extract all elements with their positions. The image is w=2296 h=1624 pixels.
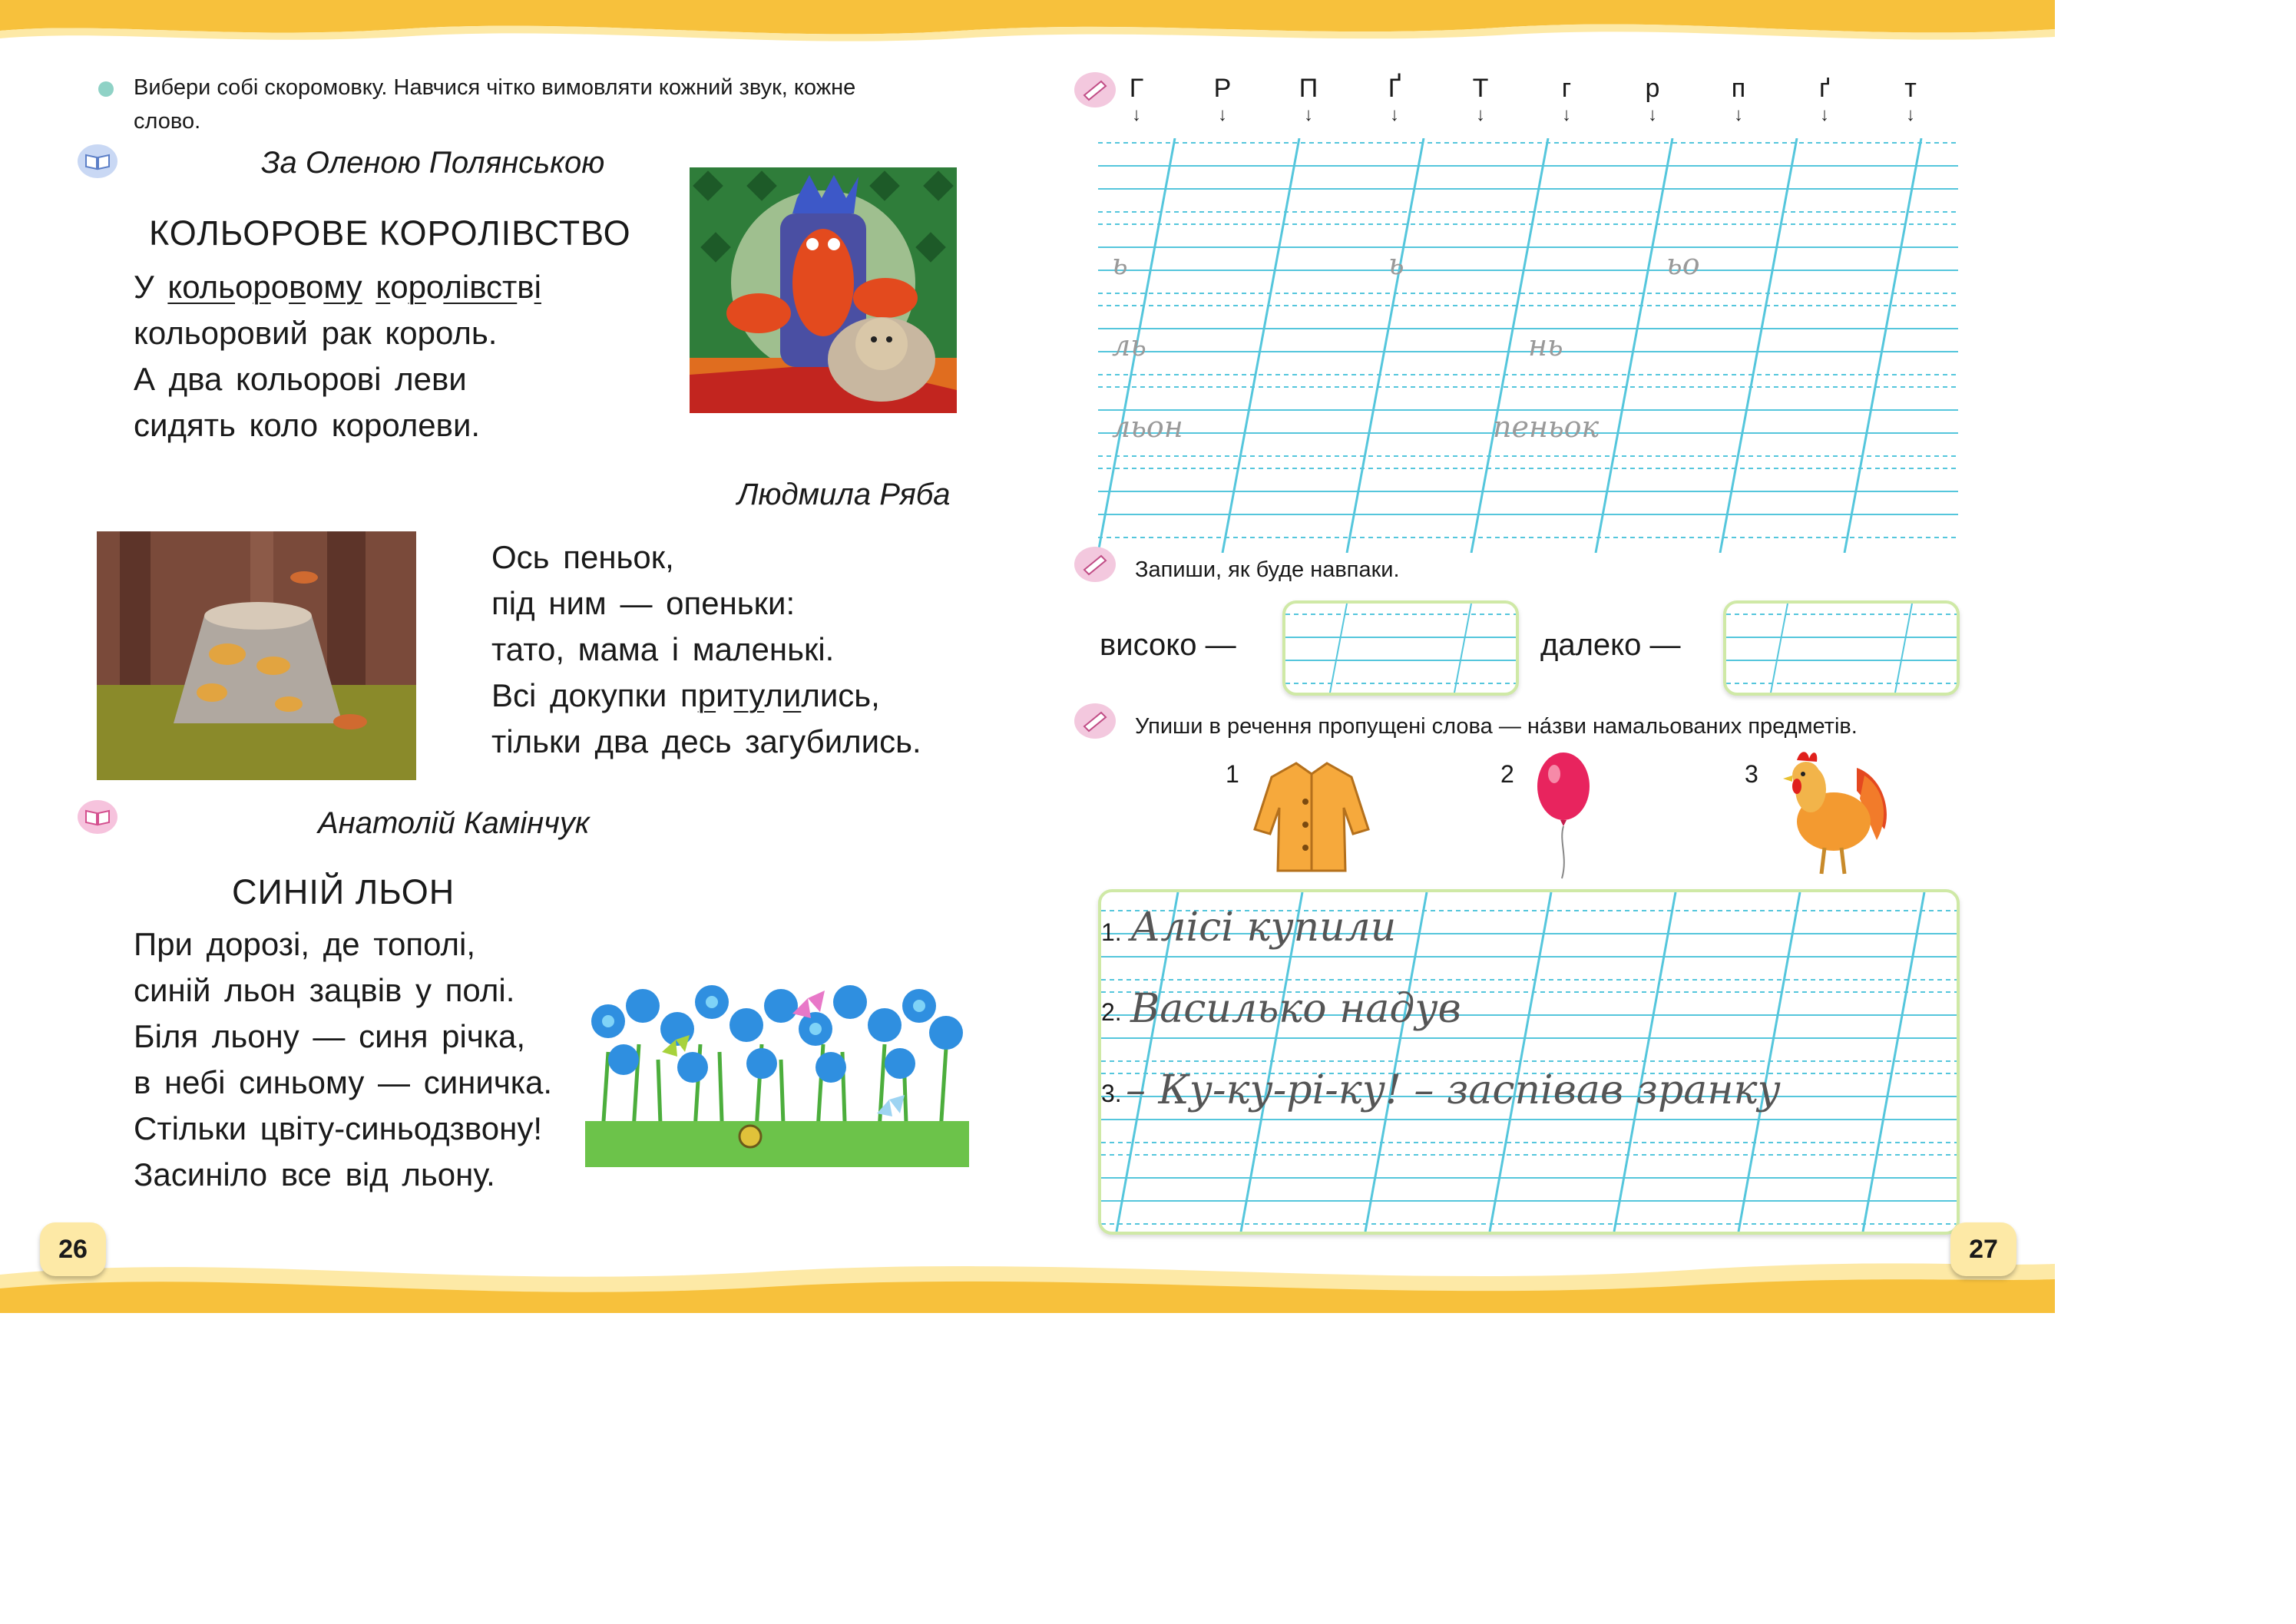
down-arrow-icon: ↓ xyxy=(1820,104,1829,125)
poem3-line: При дорозі, де тополі, xyxy=(134,926,476,962)
sentence-1: Алісі купили xyxy=(1130,905,1397,951)
poem3-line: Біля льону — синя річка, xyxy=(134,1018,526,1054)
writing-pencil-icon xyxy=(1074,71,1117,109)
picture-number: 1 xyxy=(1226,760,1239,788)
poem3-title: СИНІЙ ЛЬОН xyxy=(232,872,455,911)
trace-word: пеньок xyxy=(1493,410,1600,444)
sentence-2: Василько надув xyxy=(1130,986,1461,1032)
instruction-text: Вибери собі скоромовку. Навчися чітко вимовляти кожний звук, кожне слово. xyxy=(134,75,856,134)
trace-syllable: ьо xyxy=(1666,247,1700,281)
poem2-line2: під ним — опеньки: xyxy=(491,585,796,621)
rooster-icon xyxy=(1780,745,1892,881)
letter: Р xyxy=(1213,74,1232,103)
poem3-text xyxy=(134,921,552,1198)
task2-instruction: Запиши, як буде навпаки. xyxy=(1135,557,1400,582)
letters-row xyxy=(1121,74,1935,135)
reading-book-icon xyxy=(77,143,118,180)
letter: п xyxy=(1731,74,1746,103)
letter: г xyxy=(1561,74,1572,103)
poem3-line: Засиніло все від льону. xyxy=(134,1156,495,1192)
down-arrow-icon: ↓ xyxy=(1476,104,1485,125)
down-arrow-icon: ↓ xyxy=(1132,104,1141,125)
poem1-author: За Оленою Полянською xyxy=(261,146,605,180)
poem1-line4: сидять коло королеви. xyxy=(134,407,481,443)
answer-box-opposite-far[interactable] xyxy=(1723,600,1960,696)
trace-word: льон xyxy=(1112,410,1183,444)
word-far: далеко — xyxy=(1540,628,1681,662)
letter: р xyxy=(1645,74,1660,103)
trace-soft-sign: ь xyxy=(1388,247,1404,281)
down-arrow-icon: ↓ xyxy=(1218,104,1227,125)
blue-flax-field-illustration xyxy=(585,960,969,1167)
letter: Ґ xyxy=(1388,74,1401,103)
sentence-number: 1. xyxy=(1101,918,1122,946)
poem3-line: Стільки цвіту-синьодзвону! xyxy=(134,1110,542,1146)
crayfish-king-illustration xyxy=(690,167,957,413)
letter: Т xyxy=(1472,74,1489,103)
poem3-author: Анатолій Камінчук xyxy=(318,806,590,840)
poem3-line: синій льон зацвів у полі. xyxy=(134,972,515,1008)
poem3-line: в небі синьому — синичка. xyxy=(134,1064,553,1100)
sentence-number: 3. xyxy=(1101,1080,1122,1107)
poem2-text xyxy=(491,534,921,765)
poem2-line4: Всі докупки притулились, xyxy=(491,677,880,713)
sentence-3: – Ку-ку-рі-ку! – заспівав зранку xyxy=(1126,1067,1781,1113)
word-high: високо — xyxy=(1100,628,1236,662)
stump-with-mushrooms-illustration xyxy=(97,531,416,780)
bullet-dot xyxy=(98,81,114,97)
picture-number: 3 xyxy=(1745,760,1758,788)
page-number-left: 26 xyxy=(40,1222,106,1276)
sentence-number: 2. xyxy=(1101,998,1122,1026)
poem1-line2: кольоровий рак король. xyxy=(134,315,498,351)
writing-pencil-icon xyxy=(1074,702,1117,740)
poem2-line5: тільки два десь загубились. xyxy=(491,723,921,759)
down-arrow-icon: ↓ xyxy=(1390,104,1399,125)
letter: т xyxy=(1904,74,1917,103)
writing-pencil-icon xyxy=(1074,545,1117,584)
down-arrow-icon: ↓ xyxy=(1734,104,1743,125)
task3-instruction: Упиши в речення пропущені слова — на́зви намальованих предметів. xyxy=(1135,714,1858,739)
poem2-line3: тато, мама і маленькі. xyxy=(491,631,835,667)
poem2-line1: Ось пеньок, xyxy=(491,539,674,575)
trace-syllable: нь xyxy=(1528,329,1563,362)
poem1-text xyxy=(134,264,541,448)
letter: ґ xyxy=(1819,74,1830,103)
poem1-line3: А два кольорові леви xyxy=(134,361,467,397)
top-wave-decoration xyxy=(0,0,2055,46)
down-arrow-icon: ↓ xyxy=(1562,104,1571,125)
balloon-icon xyxy=(1533,749,1594,880)
poem2-author: Людмила Ряба xyxy=(737,478,951,511)
trace-syllable: ль xyxy=(1112,329,1146,362)
letter: Г xyxy=(1129,74,1144,103)
trace-soft-sign: ь xyxy=(1112,247,1128,281)
reading-book-icon-pink xyxy=(77,799,118,835)
letter: П xyxy=(1299,74,1318,103)
picture-number: 2 xyxy=(1500,760,1514,788)
bottom-wave-decoration xyxy=(0,1244,2055,1313)
coat-icon xyxy=(1252,756,1371,875)
poem1-title: КОЛЬОРОВЕ КОРОЛІВСТВО xyxy=(149,213,631,253)
down-arrow-icon: ↓ xyxy=(1648,104,1657,125)
down-arrow-icon: ↓ xyxy=(1906,104,1915,125)
page-number-right: 27 xyxy=(1950,1222,2016,1276)
answer-box-opposite-high[interactable] xyxy=(1282,600,1519,696)
down-arrow-icon: ↓ xyxy=(1304,104,1313,125)
poem1-line1: У кольоровому королівстві xyxy=(134,269,541,305)
